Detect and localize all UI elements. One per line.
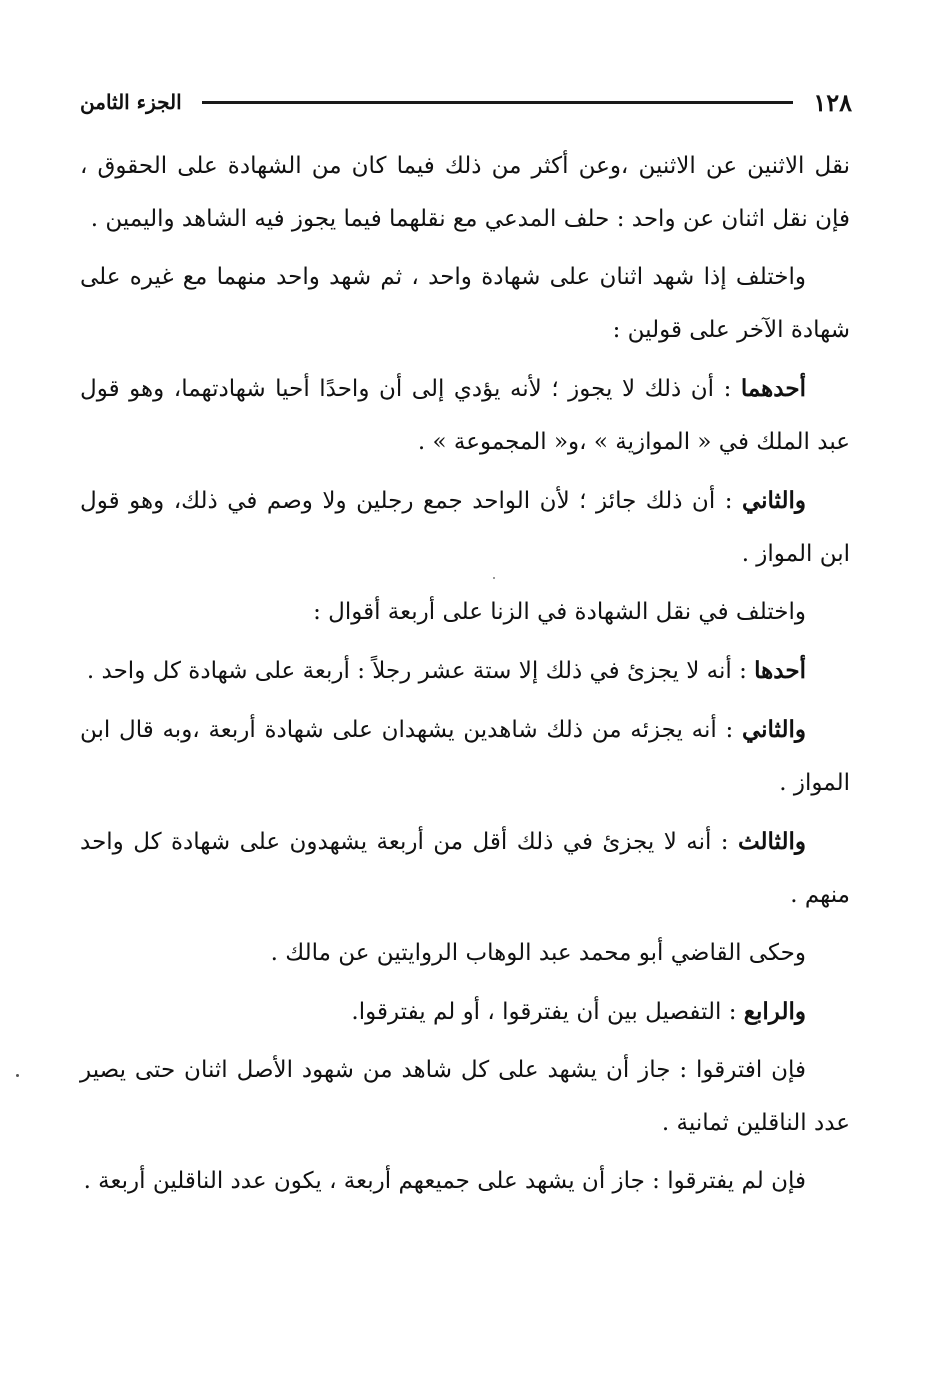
paragraph-label: والثاني bbox=[741, 487, 806, 514]
paragraph-text: : أن ذلك لا يجوز ؛ لأنه يؤدي إلى أن واحدًا أحيا شهادتهما، وهو قول عبد الملك في « الموازية » ،و« المجموعة » . bbox=[80, 376, 850, 455]
paragraph-text: واختلف إذا شهد اثنان على شهادة واحد ، ثم شهد واحد منهما مع غيره على شهادة الآخر على قولين : bbox=[80, 264, 850, 343]
paragraph-label: أحدهما bbox=[740, 375, 806, 402]
paragraph-10 bbox=[80, 985, 850, 1039]
scan-dot bbox=[16, 1074, 19, 1077]
paragraph-text: : أنه لا يجزئ في ذلك أقل من أربعة يشهدون على شهادة كل واحد منهم . bbox=[80, 829, 850, 908]
paragraph-label: والرابع bbox=[743, 998, 806, 1025]
paragraph-label: والثالث bbox=[737, 828, 806, 855]
running-title: الجزء الثامن bbox=[80, 90, 182, 114]
page-header bbox=[80, 84, 852, 120]
paragraph-1 bbox=[80, 140, 850, 246]
paragraph-text: فإن افترقوا : جاز أن يشهد على كل شاهد من شهود الأصل اثنان حتى يصير عدد الناقلين ثمانية . bbox=[80, 1057, 850, 1136]
paragraph-7 bbox=[80, 703, 850, 810]
paragraph-text: : التفصيل بين أن يفترقوا ، أو لم يفترقوا. bbox=[351, 999, 744, 1025]
paragraph-6 bbox=[80, 644, 850, 698]
paragraph-3 bbox=[80, 362, 850, 469]
paragraph-5 bbox=[80, 586, 850, 639]
paragraph-9 bbox=[80, 927, 850, 980]
paragraph-12 bbox=[80, 1155, 850, 1208]
paragraph-2 bbox=[80, 251, 850, 357]
paragraph-label: والثاني bbox=[741, 716, 806, 743]
paragraph-11 bbox=[80, 1044, 850, 1150]
paragraph-text: : أن ذلك جائز ؛ لأن الواحد جمع رجلين ولا وصم في ذلك، وهو قول ابن المواز . bbox=[80, 488, 850, 567]
paragraph-text: فإن لم يفترقوا : جاز أن يشهد على جميعهم أربعة ، يكون عدد الناقلين أربعة . bbox=[83, 1168, 806, 1194]
scan-speck bbox=[493, 577, 495, 579]
paragraph-text: نقل الاثنين عن الاثنين ،وعن أكثر من ذلك فيما كان من الشهادة على الحقوق ، فإن نقل اثنان عن واحد : حلف المدعي مع نقلهما فيما يجوز فيه الشاهد واليمين . bbox=[80, 153, 850, 232]
paragraph-4 bbox=[80, 474, 850, 581]
page-number: ١٢٨ bbox=[813, 87, 852, 117]
paragraph-text: وحكى القاضي أبو محمد عبد الوهاب الروايتين عن مالك . bbox=[270, 940, 806, 966]
paragraph-8 bbox=[80, 815, 850, 922]
paragraph-text: : أنه يجزئه من ذلك شاهدين يشهدان على شهادة أربعة ،وبه قال ابن المواز . bbox=[80, 717, 850, 796]
body-text bbox=[80, 140, 850, 1213]
paragraph-label: أحدها bbox=[754, 657, 806, 684]
header-rule bbox=[202, 101, 794, 104]
paragraph-text: : أنه لا يجزئ في ذلك إلا ستة عشر رجلاً : أربعة على شهادة كل واحد . bbox=[86, 658, 755, 684]
paragraph-text: واختلف في نقل الشهادة في الزنا على أربعة أقوال : bbox=[313, 599, 806, 625]
